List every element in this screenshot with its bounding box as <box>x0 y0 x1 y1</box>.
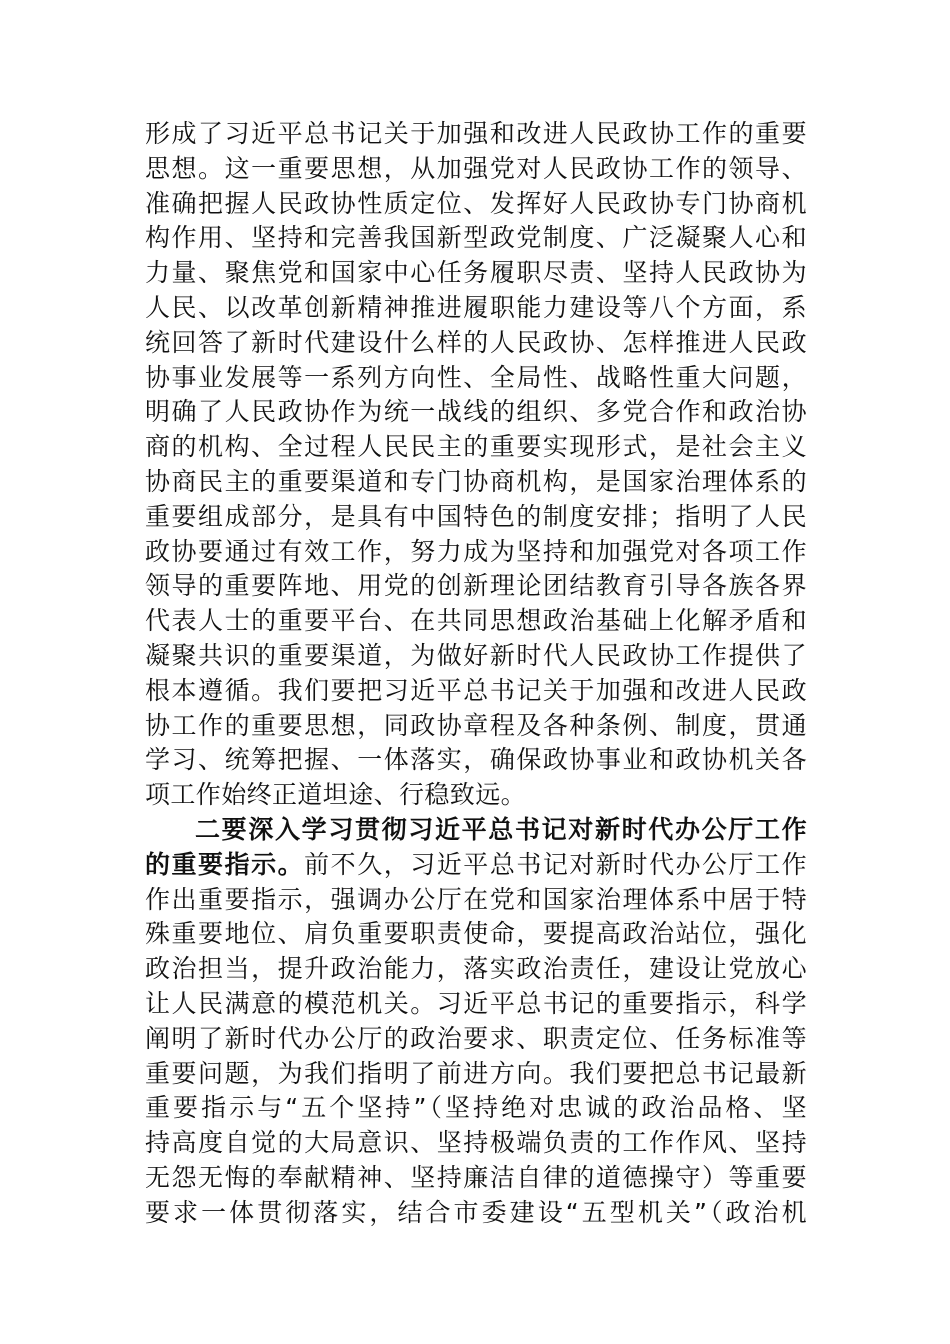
paragraph-line: 力量、聚焦党和国家中心任务履职尽责、坚持人民政协为 <box>145 258 807 288</box>
paragraph-line: 领导的重要阵地、用党的创新理论团结教育引导各族各界 <box>145 571 807 601</box>
paragraph-line: 协工作的重要思想，同政协章程及各种条例、制度，贯通 <box>145 710 807 740</box>
section-text-start: 前不久，习近平总书记对新时代办公厅工作 <box>304 849 807 879</box>
paragraph-2 <box>145 813 807 1231</box>
paragraph-line: 根本遵循。我们要把习近平总书记关于加强和改进人民政 <box>145 675 807 705</box>
paragraph-line: 无怨无悔的奉献精神、坚持廉洁自律的道德操守）等重要 <box>145 1162 807 1192</box>
paragraph-line: 重要组成部分，是具有中国特色的制度安排；指明了人民 <box>145 501 807 531</box>
section-heading-end: 的重要指示。 <box>145 849 305 879</box>
section-heading-line-2 <box>145 848 807 883</box>
paragraph-line: 政协要通过有效工作，努力成为坚持和加强党对各项工作 <box>145 536 807 566</box>
paragraph-line: 持高度自觉的大局意识、坚持极端负责的工作作风、坚持 <box>145 1128 807 1158</box>
paragraph-line: 形成了习近平总书记关于加强和改进人民政协工作的重要 <box>145 119 807 148</box>
paragraph-line: 准确把握人民政协性质定位、发挥好人民政协专门协商机 <box>145 188 807 218</box>
paragraph-line: 殊重要地位、肩负重要职责使命，要提高政治站位，强化 <box>145 919 807 949</box>
paragraph-line: 学习、统筹把握、一体落实，确保政协事业和政协机关各 <box>145 745 807 775</box>
document-body <box>145 117 807 1231</box>
paragraph-line: 项工作始终正道坦途、行稳致远。 <box>145 780 527 810</box>
paragraph-line: 协商民主的重要渠道和专门协商机构，是国家治理体系的 <box>145 466 807 496</box>
paragraph-line: 构作用、坚持和完善我国新型政党制度、广泛凝聚人心和 <box>145 223 807 253</box>
paragraph-line: 重要问题，为我们指明了前进方向。我们要把总书记最新 <box>145 1058 807 1088</box>
paragraph-line: 阐明了新时代办公厅的政治要求、职责定位、任务标准等 <box>145 1023 807 1053</box>
paragraph-line: 商的机构、全过程人民民主的重要实现形式，是社会主义 <box>145 432 807 462</box>
paragraph-line: 重要指示与“五个坚持”（坚持绝对忠诚的政治品格、坚 <box>145 1093 807 1123</box>
paragraph-1 <box>145 117 807 813</box>
section-heading-line: 二要深入学习贯彻习近平总书记对新时代办公厅工作 <box>195 814 807 844</box>
paragraph-line: 明确了人民政协作为统一战线的组织、多党合作和政治协 <box>145 397 807 427</box>
paragraph-line: 作出重要指示，强调办公厅在党和国家治理体系中居于特 <box>145 884 807 914</box>
paragraph-line: 要求一体贯彻落实，结合市委建设“五型机关”（政治机 <box>145 1197 807 1227</box>
paragraph-line: 统回答了新时代建设什么样的人民政协、怎样推进人民政 <box>145 327 807 357</box>
paragraph-line: 协事业发展等一系列方向性、全局性、战略性重大问题， <box>145 362 807 392</box>
paragraph-line: 凝聚共识的重要渠道，为做好新时代人民政协工作提供了 <box>145 640 807 670</box>
paragraph-line: 代表人士的重要平台、在共同思想政治基础上化解矛盾和 <box>145 606 807 636</box>
paragraph-line: 人民、以改革创新精神推进履职能力建设等八个方面，系 <box>145 292 807 322</box>
paragraph-line: 让人民满意的模范机关。习近平总书记的重要指示，科学 <box>145 988 807 1018</box>
paragraph-line: 思想。这一重要思想，从加强党对人民政协工作的领导、 <box>145 153 807 183</box>
paragraph-line: 政治担当，提升政治能力，落实政治责任，建设让党放心 <box>145 954 807 984</box>
